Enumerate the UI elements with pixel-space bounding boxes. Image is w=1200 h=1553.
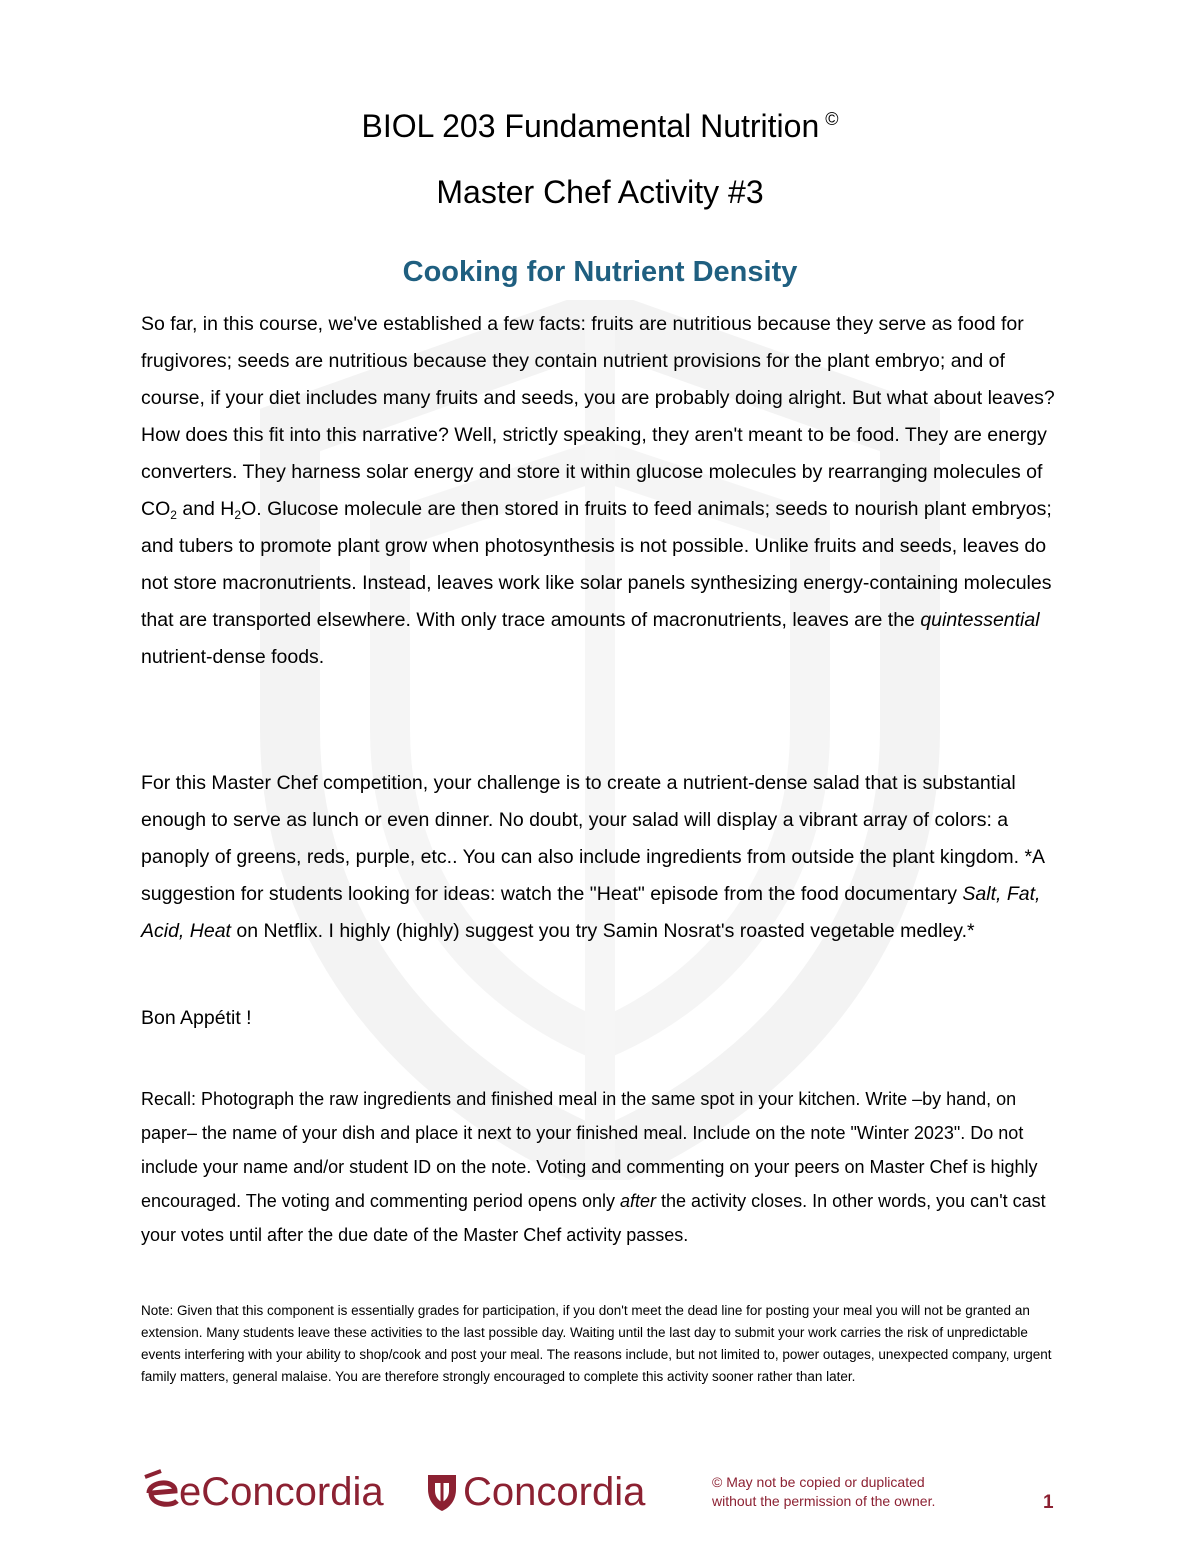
copyright-line-2: without the permission of the owner. [712, 1493, 936, 1509]
h2o-subscript: 2 [234, 508, 242, 522]
econcordia-logo [141, 1462, 384, 1522]
econcordia-logo-text: eConcordia [179, 1469, 384, 1514]
concordia-shield-icon [425, 1471, 459, 1513]
note-text: Note: Given that this component is essentially grades for participation, if you don't meet the dead line for posting your meal you will not be granted an extension. Many students leave these activities to the last possible day. Waiting until the last day to submit your work carries the risk of unpredictable events interfering with your ability to shop/cook and post your meal. The reasons include, but not limited to, power outages, unexpected company, urgent family matters, general malaise. You are therefore strongly encouraged to complete this activity sooner rather than later. [141, 1303, 1052, 1384]
course-title-text: BIOL 203 Fundamental Nutrition [361, 108, 820, 144]
bon-appetit-text: Bon Appétit ! [141, 1007, 252, 1029]
page-number: 1 [1043, 1492, 1054, 1513]
concordia-logo-text: Concordia [463, 1469, 646, 1514]
paragraph-recall-text-a: Recall: Photograph the raw ingredients and finished meal in the same spot in your kitchen. Write –by hand, on paper– the name of your dish and place it next to your finished meal. Include on the note "Winter 2023". Do not include your name and/or student ID on the note. Voting and commenting on your peers on Master Chef is highly encouraged. The voting and commenting period opens only [141, 1089, 1038, 1211]
paragraph-recall-emphasis: after [620, 1191, 657, 1211]
paragraph-intro-emphasis: quintessential [920, 609, 1040, 631]
section-heading: Cooking for Nutrient Density [402, 256, 798, 288]
documentary-title: Salt, Fat, Acid, Heat [141, 883, 1041, 942]
co2-subscript: 2 [170, 508, 177, 522]
paragraph-recall-text-b: the activity closes. In other words, you can't cast your votes until after the due date of the Master Chef activity passes. [141, 1191, 1046, 1245]
paragraph-intro [141, 306, 1071, 676]
paragraph-intro-text-c: O. Glucose molecule are then stored in fruits to feed animals; seeds to nourish plant embryos; and tubers to promote plant grow when photosynthesis is not possible. Unlike fruits and seeds, leaves do not store macronutrients. Instead, leaves work like solar panels synthesizing energy-containing molecules that are transported elsewhere. With only trace amounts of macronutrients, leaves are the [141, 498, 1052, 631]
paragraph-recall [141, 1082, 1071, 1252]
paragraph-challenge-text-b: on Netflix. I highly (highly) suggest you try Samin Nosrat's roasted vegetable medley.* [230, 920, 975, 942]
copyright-line-1: © May not be copied or duplicated [712, 1474, 925, 1490]
activity-title: Master Chef Activity #3 [436, 174, 764, 210]
paragraph-intro-text-d: nutrient-dense foods. [141, 646, 325, 668]
paragraph-challenge [141, 765, 1071, 950]
paragraph-intro-text-a: So far, in this course, we've established a few facts: fruits are nutritious because they serve as food for frugivores; seeds are nutritious because they contain nutrient provisions for the plant embryo; and of course, if your diet includes many fruits and seeds, you are probably doing alright. But what about leaves? How does this fit into this narrative? Well, strictly speaking, they aren't meant to be food. They are energy converters. They harness solar energy and store it within glucose molecules by rearranging molecules of CO [141, 313, 1055, 520]
econcordia-e-icon [141, 1469, 183, 1515]
concordia-logo [425, 1462, 645, 1522]
paragraph-bon-appetit [141, 1000, 1071, 1037]
paragraph-challenge-text-a: For this Master Chef competition, your challenge is to create a nutrient-dense salad that is substantial enough to serve as lunch or even dinner. No doubt, your salad will display a vibrant array of colors: a panoply of greens, reds, purple, etc.. You can also include ingredients from outside the plant kingdom. *A suggestion for students looking for ideas: watch the "Heat" episode from the food documentary [141, 772, 1044, 905]
copyright-symbol: © [825, 109, 839, 129]
note-paragraph [141, 1300, 1071, 1388]
paragraph-intro-text-b: and H [176, 498, 235, 520]
course-title [0, 108, 1200, 145]
copyright-notice [712, 1473, 1012, 1511]
